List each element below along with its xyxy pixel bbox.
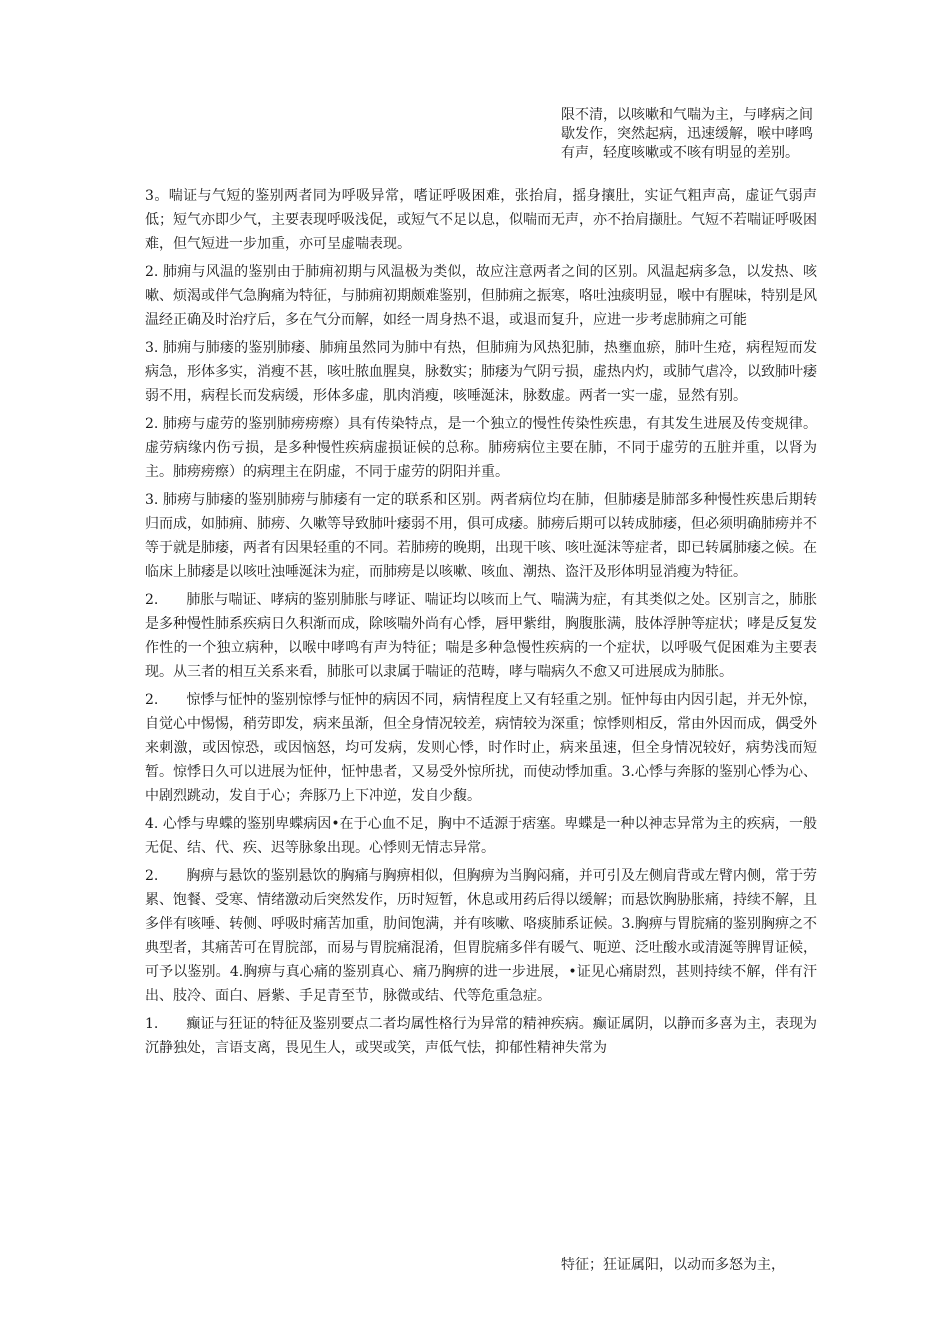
continued-text-bottom: 特征；狂证属阳，以动而多怒为主， (561, 1257, 785, 1273)
paragraph-palpitation-vs-timidity: 4. 心悸与卑蝶的鉴别卑蝶病因•在于心血不足，胸中不适源于痞塞。卑蝶是一种以神志异常为主的疾病，一般无促、结、代、疾、迟等脉象出现。心悸则无情志异常。 (145, 816, 817, 856)
continued-text-top: 限不清，以咳嗽和气喘为主，与哮病之间歇发作，突然起病，迅速缓解，喉中哮鸣有声，轻度咳嗽或不咳有明显的差别。 (561, 107, 813, 161)
paragraph-lung-abscess-vs-wind-warmth: 2. 肺痈与风温的鉴别由于肺痈初期与风温极为类似，故应注意两者之间的区别。风温起病多急，以发热、咳嗽、烦渴或伴气急胸痛为特征，与肺痈初期颇难鉴别，但肺痈之振寒，咯吐浊痰明显，喉中有腥味，特别是风温经正确及时治疗后，多在气分而解，如经一周身热不退，或退而复升，应进一步考虑肺痈之可能 (145, 264, 817, 328)
paragraph-palpitation-vs-severe-palpitation: 2. 惊悸与怔忡的鉴别惊悸与怔忡的病因不同，病情程度上又有轻重之别。怔忡每由内因引起，并无外惊，自觉心中惕惕，稍劳即发，病来虽渐，但全身情况较差，病情较为深重；惊悸则相反，常由外因而成，偶受外来刺激，或因惊恐，或因恼怒，均可发病，发则心悸，时作时止，病来虽速，但全身情况较好，病势浅而短暂。惊悸日久可以进展为怔仲，怔忡患者，又易受外惊所扰，而使动悸加重。3.心悸与奔豚的鉴别心悸为心、中剧烈跳动，发自于心；奔豚乃上下冲逆，发自少馥。 (145, 692, 817, 804)
paragraph-depressive-vs-manic-psychosis: 1. 癫证与狂证的特征及鉴别要点二者均属性格行为异常的精神疾病。癫证属阴，以静而多喜为主，表现为沉静独处，言语支离，畏见生人，或哭或笑，声低气怯，抑郁性精神失常为 (145, 1016, 817, 1056)
paragraph-tuberculosis-vs-consumption: 2. 肺痨与虚劳的鉴别肺痨痨瘵）具有传染特点，是一个独立的慢性传染性疾患，有其发生进展及传变规律。虚劳病缘内伤亏损，是多种慢性疾病虚损证候的总称。肺痨病位主要在肺，不同于虚劳的五脏并重，以肾为主。肺痨痨瘵）的病理主在阴虚，不同于虚劳的阴阳并重。 (145, 416, 817, 480)
paragraph-tuberculosis-vs-lung-atrophy: 3. 肺痨与肺痿的鉴别肺痨与肺痿有一定的联系和区别。两者病位均在肺，但肺痿是肺部多种慢性疾患后期转归而成，如肺痈、肺痨、久嗽等导致肺叶痿弱不用，俱可成痿。肺痨后期可以转成肺痿，但必须明确肺痨并不等于就是肺痿，两者有因果轻重的不同。若肺痨的晚期，出现干咳、咳吐涎沫等症者，即已转属肺痿之候。在临床上肺痿是以咳吐浊唾涎沫为症，而肺痨是以咳嗽、咳血、潮热、盗汗及形体明显消瘦为特征。 (145, 492, 817, 580)
paragraph-asthma-vs-shortness-of-breath: 3。喘证与气短的鉴别两者同为呼吸异常，嗜证呼吸困难，张抬肩，摇身攘肚，实证气粗声高，虚证气弱声低；短气亦即少气，主要表现呼吸浅促，或短气不足以息，似喘而无声，亦不抬肩撷肚。气短不若喘证呼吸困难，但气短进一步加重，亦可呈虚喘表现。 (145, 188, 817, 252)
paragraph-lung-abscess-vs-lung-atrophy: 3. 肺痈与肺瘘的鉴别肺痿、肺痈虽然同为肺中有热，但肺痈为风热犯肺，热壅血瘀，肺叶生疮，病程短而发病急，形体多实，消瘦不甚，咳吐脓血腥臭，脉数实；肺痿为气阴亏损，虚热内灼，或肺气虐冷，以致肺叶痿弱不用，病程长而发病缓，形体多虚，肌肉消瘦，咳唾涎沫，脉数虚。两者一实一虚，显然有别。 (145, 340, 817, 404)
paragraph-lung-distension-vs-asthma: 2. 肺胀与喘证、哮病的鉴别肺胀与哮证、喘证均以咳而上气、喘满为症，有其类似之处。区别言之，肺胀是多种慢性肺系疾病日久积渐而成，除咳喘外尚有心悸，唇甲紫绀，胸腹胀满，肢体浮肿等症状；哮是反复发作性的一个独立病种，以喉中哮鸣有声为特征；喘是多种急慢性疾病的一个症状，以呼吸气促困难为主要表现。从三者的相互关系来看，肺胀可以隶属于喘证的范畴，哮与喘病久不愈又可进展成为肺胀。 (145, 592, 817, 680)
paragraph-chest-bi-vs-pleural-fluid: 2. 胸痹与悬饮的鉴别悬饮的胸痛与胸痹相似，但胸痹为当胸闷痛，并可引及左侧肩背或左臂内侧，常于劳累、饱餐、受寒、情绪激动后突然发作，历时短暂，休息或用药后得以缓解；而悬饮胸胁胀痛，持续不解，且多伴有咳唾、转侧、呼吸时痛苦加重，肋间饱满，并有咳嗽、咯痰肺系证候。3.胸痹与胃脘痛的鉴别胸痹之不典型者，其痛苦可在胃脘部，而易与胃脘痛混淆，但胃脘痛多伴有暖气、呃逆、泛吐酸水或清涎等脾胃证候，可予以鉴别。4.胸痹与真心痛的鉴别真心、痛乃胸痹的进一步进展，•证见心痛尉烈，甚则持续不解，伴有汗出、肢冷、面白、唇紫、手足青至节，脉微或结、代等危重急症。 (145, 868, 817, 1004)
document-body (145, 184, 817, 1064)
